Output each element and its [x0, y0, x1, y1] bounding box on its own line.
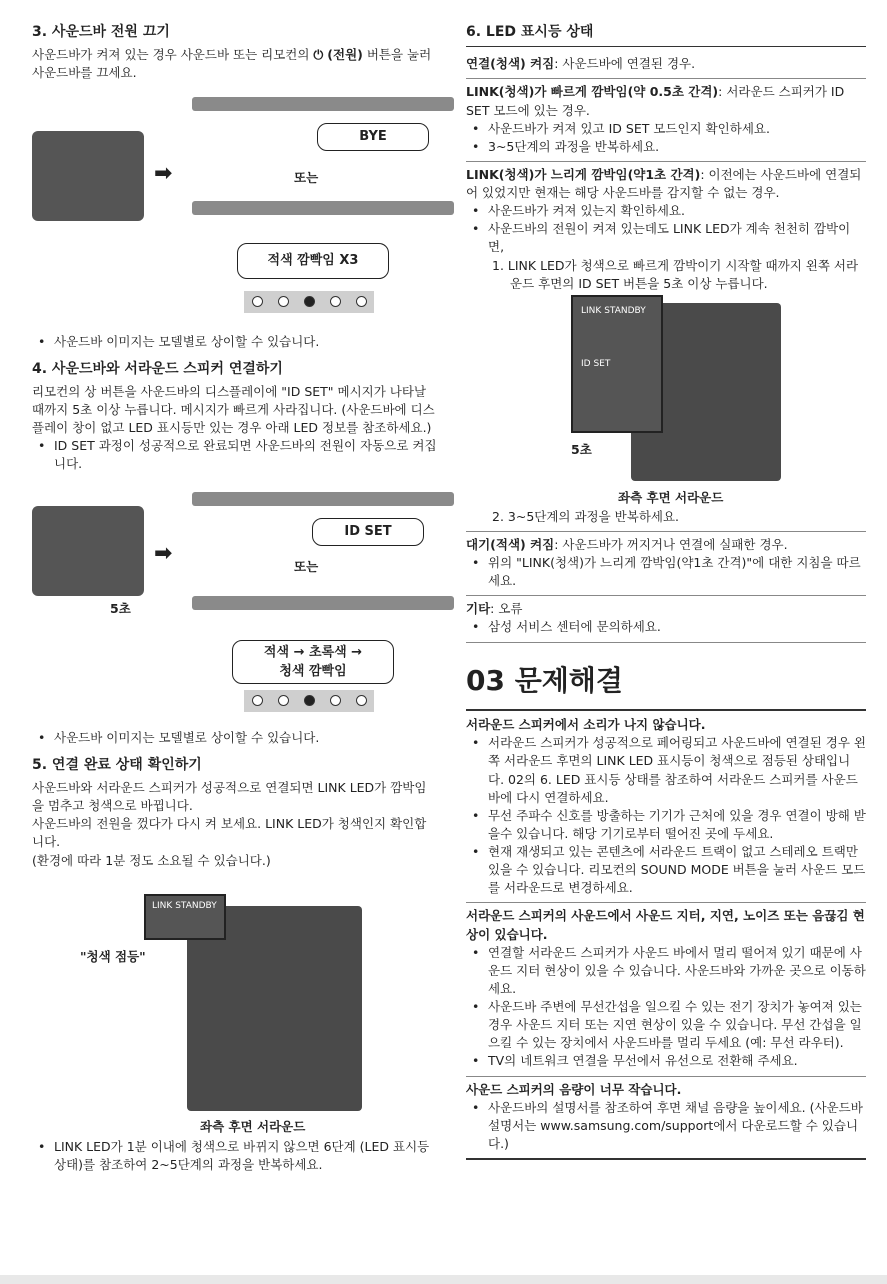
arrow-icon: ➡ — [154, 540, 173, 566]
list-item: • 사운드바 주변에 무선간섭을 일으킬 수 있는 전기 장치가 놓여져 있는 경우 사운드 지터 또는 지연 현상이 있을 수 있습니다. 무선 간섭을 일으킬 수 있는 장치에서 사운드바를 멀리 두세요 (예: 무선 라우터). — [466, 998, 866, 1052]
state-text: : 이전에는 사운드바에 연결되어 있었지만 현재는 해당 사운드바를 감지할 수 없는 경우. — [466, 166, 862, 201]
led-row — [244, 690, 374, 712]
blink-text-1: 적색 → 초록색 → — [263, 644, 363, 660]
power-label: (전원) — [327, 47, 363, 63]
power-off-figure — [32, 83, 437, 333]
power-icon: ⏻ — [313, 47, 324, 63]
section4-title: 4. 사운드바와 서라운드 스피커 연결하기 — [32, 360, 283, 377]
section5-body-2: 사운드바의 전원을 껐다가 다시 켜 보세요. LINK LED가 청색인지 확인합니다. — [32, 816, 427, 850]
list-item: • 3~5단계의 과정을 반복하세요. — [466, 138, 866, 156]
led-state-other — [466, 596, 866, 642]
state-lead: 대기(적색) 켜짐 — [466, 536, 555, 552]
state-lead: LINK(청색)가 빠르게 깜박임(약 0.5초 간격) — [466, 84, 719, 100]
blink-bubble — [237, 243, 389, 279]
section3-title: 3. 사운드바 전원 끄기 — [32, 24, 170, 40]
led-row — [244, 291, 374, 313]
section3-body — [32, 46, 437, 82]
figure-caption: 좌측 후면 서라운드 — [200, 1118, 306, 1134]
trouble-low-volume — [466, 1077, 866, 1161]
list-item: • ID SET 과정이 성공적으로 완료되면 사운드바의 전원이 자동으로 켜집니다. — [32, 437, 437, 473]
hold-seconds: 5초 — [110, 600, 131, 616]
led-dot — [252, 695, 263, 706]
section5-bullets — [32, 1138, 437, 1174]
link-label: LINK — [581, 305, 602, 316]
or-label: 또는 — [294, 169, 319, 185]
list-item: • 사운드바의 설명서를 참조하여 후면 채널 음량을 높이세요. (사운드바 설명서는 www.samsung.com/support에서 다운로드할 수 있습니다.) — [466, 1099, 866, 1153]
bye-text: BYE — [359, 128, 387, 144]
led-dot — [252, 296, 263, 307]
step-2: 2. 3~5단계의 과정을 반복하세요. — [492, 508, 680, 524]
led-dot — [330, 296, 341, 307]
state-text: : 사운드바에 연결된 경우. — [554, 56, 696, 72]
bye-display — [317, 123, 429, 151]
arrow-icon: ➡ — [154, 160, 173, 186]
section3-body-2: 버튼을 눌러 사운드바를 끄세요. — [32, 47, 432, 81]
soundbar-top — [192, 492, 454, 506]
state-lead: 연결(청색) 켜짐 — [466, 56, 555, 72]
led-dot — [356, 296, 367, 307]
section3-notes — [32, 333, 437, 351]
led-state-slow-blink — [466, 162, 866, 532]
led-dot — [330, 695, 341, 706]
list-item: • 사운드바가 켜져 있고 ID SET 모드인지 확인하세요. — [466, 120, 866, 138]
led-panel — [144, 894, 226, 940]
blink-text-2: 청색 깜빡임 — [279, 663, 347, 679]
list-item: • LINK LED가 1분 이내에 청색으로 바뀌지 않으면 6단계 (LED 표시등 상태)를 참조하여 2~5단계의 과정을 반복하세요. — [32, 1138, 437, 1174]
blink-bubble — [232, 640, 394, 684]
soundbar-bottom — [192, 596, 454, 610]
list-item: • 서라운드 스피커가 성공적으로 페어링되고 사운드바에 연결된 경우 왼쪽 서라운드 후면의 LINK LED 표시등이 청색으로 점등된 상태입니다. 02의 6. LED 표시등 상태를 참조하여 서라운드 스피커를 사운드바에 다시 연결하세요. — [466, 734, 866, 807]
section5-body-3: (환경에 따라 1분 정도 소요될 수 있습니다.) — [32, 852, 271, 868]
blink-text: 적색 깜빡임 X3 — [267, 252, 359, 268]
led-dot — [356, 695, 367, 706]
or-label: 또는 — [294, 558, 319, 574]
troubleshooting-title: 03 문제해결 — [466, 663, 623, 697]
led-dot-active — [304, 695, 315, 706]
list-item: • 연결할 서라운드 스피커가 사운드 바에서 멀리 떨어져 있기 때문에 사운드 지터 현상이 있을 수 있습니다. 사운드바와 가까운 곳으로 이동하세요. — [466, 944, 866, 998]
list-item: • 위의 "LINK(청색)가 느리게 깜박임(약1초 간격)"에 대한 지침을 따르세요. — [466, 554, 866, 590]
section4-body: 리모컨의 상 버튼을 사운드바의 디스플레이에 "ID SET" 메시지가 나타날 때까지 5초 이상 누릅니다. 메시지가 빠르게 사라집니다. (사운드바에 디스플레이 창이 없고 LED 표시등만 있는 경우 아래 LED 정보를 참조하세요.) — [32, 383, 435, 436]
trouble-question: 사운드 스피커의 음량이 너무 작습니다. — [466, 1081, 682, 1097]
soundbar-bottom — [192, 201, 454, 215]
led-state-standby — [466, 532, 866, 596]
zoom-panel — [571, 295, 663, 433]
section5-body-1: 사운드바와 서라운드 스피커가 성공적으로 연결되면 LINK LED가 깜박임을 멈추고 청색으로 바뀝니다. — [32, 780, 427, 814]
section5-title: 5. 연결 완료 상태 확인하기 — [32, 756, 202, 773]
standby-label: STANDBY — [175, 900, 217, 911]
page-footer-band — [0, 1275, 887, 1284]
link-label: LINK — [152, 900, 173, 911]
soundbar-top — [192, 97, 454, 111]
list-item: • 현재 재생되고 있는 콘텐츠에 서라운드 트랙이 없고 스테레오 트랙만 있을 수 있습니다. 리모컨의 SOUND MODE 버튼을 눌러 사운드 모드를 서라운드로 변경하세요. — [466, 843, 866, 897]
list-item: • 삼성 서비스 센터에 문의하세요. — [466, 618, 866, 636]
led-dot — [278, 695, 289, 706]
state-text: : 오류 — [490, 601, 523, 617]
led-dot-active — [304, 296, 315, 307]
section4-bullets — [32, 437, 437, 473]
section6-title: 6. LED 표시등 상태 — [466, 22, 866, 47]
list-item: • 사운드바의 전원이 켜져 있는데도 LINK LED가 계속 천천히 깜박이면, — [466, 220, 866, 256]
list-item: • 사운드바 이미지는 모델별로 상이할 수 있습니다. — [32, 729, 437, 747]
led-dot — [278, 296, 289, 307]
list-item: • 사운드바 이미지는 모델별로 상이할 수 있습니다. — [32, 333, 437, 351]
state-lead: LINK(청색)가 느리게 깜박임(약1초 간격) — [466, 166, 701, 182]
list-item: • 사운드바가 켜져 있는지 확인하세요. — [466, 202, 866, 220]
rear-surround-figure — [32, 870, 437, 1138]
standby-label: STANDBY — [604, 305, 646, 316]
trouble-question: 서라운드 스피커에서 소리가 나지 않습니다. — [466, 717, 706, 733]
remote-photo — [32, 131, 144, 221]
state-lead: 기타 — [466, 601, 491, 617]
step-1: 1. LINK LED가 청색으로 빠르게 깜박이기 시작할 때까지 왼쪽 서라운드 후면의 ID SET 버튼을 5초 이상 누릅니다. — [492, 257, 859, 291]
idset-display — [312, 518, 424, 546]
figure-caption: 좌측 후면 서라운드 — [618, 489, 724, 505]
idset-label: ID SET — [581, 358, 611, 369]
trouble-question: 서라운드 스피커의 사운드에서 사운드 지터, 지연, 노이즈 또는 음끊김 현상이 있습니다. — [466, 908, 865, 942]
section3-body-1: 사운드바가 켜져 있는 경우 사운드바 또는 리모컨의 — [32, 47, 310, 63]
blue-on-callout: "청색 점등" — [80, 948, 146, 964]
remote-photo — [32, 506, 144, 596]
idset-button-figure — [466, 293, 866, 508]
list-item: • 무선 주파수 신호를 방출하는 기기가 근처에 있을 경우 연결이 방해 받을수 있습니다. 해당 기기로부터 떨어진 곳에 두세요. — [466, 807, 866, 843]
list-item: • TV의 네트워크 연결을 무선에서 유선으로 전환해 주세요. — [466, 1052, 866, 1070]
state-text: : 사운드바가 꺼지거나 연결에 실패한 경우. — [554, 536, 788, 552]
state-text: : 서라운드 스피커가 ID SET 모드에 있는 경우. — [466, 84, 845, 118]
left-column — [32, 22, 437, 1174]
led-state-fast-blink — [466, 79, 866, 162]
idset-text: ID SET — [344, 523, 392, 539]
hold-seconds: 5초 — [571, 441, 592, 457]
section4-notes — [32, 729, 437, 747]
trouble-no-sound — [466, 709, 866, 903]
trouble-jitter — [466, 903, 866, 1076]
id-set-figure — [32, 474, 437, 729]
right-column — [466, 22, 866, 1160]
led-state-connected — [466, 51, 866, 79]
